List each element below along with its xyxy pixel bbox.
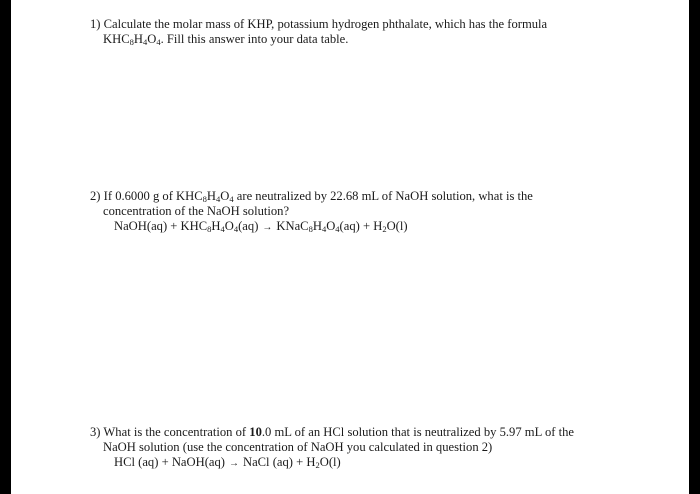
- formula-subscript: 4: [142, 37, 148, 47]
- question-3-line-2: NaOH solution (use the concentration of NaOH you calculated in question 2): [103, 440, 493, 454]
- formula-part: H: [133, 32, 143, 46]
- reaction-arrow-icon: →: [228, 458, 239, 469]
- question-1: [90, 17, 547, 47]
- formula-subscript: 8: [207, 224, 212, 234]
- equation-water: O(l): [319, 455, 341, 469]
- equation-reactants: HCl (aq) + NaOH(aq): [114, 455, 225, 469]
- formula-subscript: 2: [315, 460, 320, 470]
- formula-part: H: [206, 189, 217, 203]
- question-2-text-b: are neutralized by 22.68 mL of NaOH solution, what is the: [236, 189, 533, 203]
- formula-part: H: [211, 219, 221, 233]
- question-1-instruction: . Fill this answer into your data table.: [160, 32, 349, 46]
- formula-subscript: 4: [220, 224, 225, 234]
- formula-subscript: 4: [321, 224, 327, 234]
- question-3-text-b: .0 mL of an HCl solution that is neutralized by 5.97 mL of the: [261, 425, 574, 439]
- equation-products-tail: (aq) + H: [339, 219, 383, 233]
- equation-state: (aq): [238, 219, 259, 233]
- question-3-text-a: What is the concentration of: [103, 425, 247, 439]
- formula-part: O: [147, 32, 157, 46]
- formula-subscript: 4: [216, 194, 221, 204]
- equation-products: NaCl (aq) + H: [242, 455, 316, 469]
- formula-part: H: [312, 219, 322, 233]
- reaction-arrow-icon: →: [262, 222, 273, 233]
- question-3: [90, 425, 574, 471]
- question-1-text: Calculate the molar mass of KHP, potassium hydrogen phthalate, which has the formula: [103, 17, 548, 31]
- question-1-line-1: [90, 17, 547, 32]
- formula-subscript: 4: [335, 224, 340, 234]
- question-2-text-a: If 0.6000 g of KHC: [103, 189, 203, 203]
- formula-subscript: 8: [308, 224, 313, 234]
- formula-part: O: [326, 219, 336, 233]
- equation-water: O(l): [386, 219, 408, 233]
- question-2: [90, 189, 533, 235]
- question-3-line-1: [90, 425, 574, 440]
- formula-subscript: 4: [233, 224, 239, 234]
- question-2-line-1: [90, 189, 533, 204]
- formula-subscript: 2: [382, 224, 387, 234]
- equation-reactants: NaOH(aq) + KHC: [114, 219, 208, 233]
- formula-part: O: [224, 219, 234, 233]
- question-1-number: 1): [90, 17, 101, 31]
- equation-products: KNaC: [276, 219, 309, 233]
- question-2-line-2: concentration of the NaOH solution?: [103, 204, 290, 218]
- formula-subscript: 4: [156, 37, 161, 47]
- formula-subscript: 8: [129, 37, 134, 47]
- worksheet-page: [11, 0, 689, 494]
- question-2-equation: [90, 219, 533, 235]
- formula-subscript: 4: [229, 194, 234, 204]
- question-2-number: 2): [90, 189, 101, 203]
- formula-part: KHC: [103, 32, 130, 46]
- question-3-equation: [90, 455, 574, 471]
- question-3-bold-volume: 10: [249, 425, 262, 439]
- formula-subscript: 8: [202, 194, 207, 204]
- question-3-number: 3): [90, 425, 101, 439]
- formula-part: O: [220, 189, 230, 203]
- question-1-line-2: [90, 32, 547, 47]
